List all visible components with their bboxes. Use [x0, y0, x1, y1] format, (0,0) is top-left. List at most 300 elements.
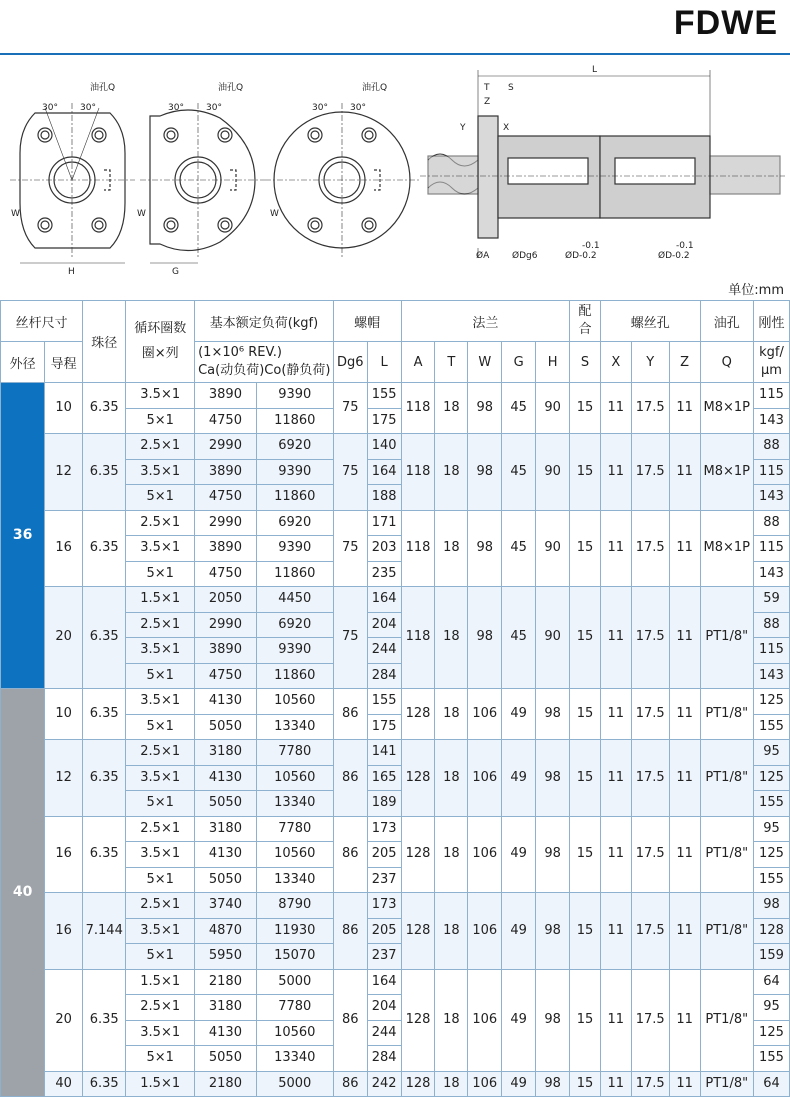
spec-w-cell: 98: [468, 510, 502, 587]
nut-dg6-cell: 86: [333, 969, 367, 1071]
svg-text:H: H: [68, 267, 75, 277]
lead-cell: 16: [45, 510, 83, 587]
nut-length-cell: 155: [367, 383, 401, 409]
spec-s-cell: 15: [570, 893, 601, 970]
nut-length-cell: 141: [367, 740, 401, 766]
static-load-cell: 10560: [256, 765, 333, 791]
lead-cell: 12: [45, 434, 83, 511]
stiffness-cell: 88: [753, 612, 789, 638]
table-row: [1, 510, 790, 536]
spec-y-cell: 17.5: [631, 1071, 669, 1097]
circuits-cell: 5×1: [126, 1046, 195, 1072]
nut-dg6-cell: 75: [333, 510, 367, 587]
spec-x-cell: 11: [600, 893, 631, 970]
circuits-cell: 1.5×1: [126, 1071, 195, 1097]
circuits-cell: 5×1: [126, 408, 195, 434]
dynamic-load-cell: 2990: [195, 434, 257, 460]
svg-text:W: W: [11, 209, 20, 219]
dynamic-load-cell: 4750: [195, 663, 257, 689]
spec-s-cell: 15: [570, 969, 601, 1071]
dynamic-load-cell: 2180: [195, 1071, 257, 1097]
spec-x-cell: 11: [600, 383, 631, 434]
dynamic-load-cell: 2180: [195, 969, 257, 995]
spec-q-cell: M8×1P: [700, 434, 753, 511]
spec-g-cell: 45: [502, 510, 536, 587]
spec-w-cell: 98: [468, 434, 502, 511]
svg-text:L: L: [592, 65, 598, 75]
static-load-cell: 13340: [256, 1046, 333, 1072]
table-row: [1, 689, 790, 715]
bolt-header: 螺丝孔: [600, 301, 700, 342]
static-load-cell: 6920: [256, 612, 333, 638]
svg-text:G: G: [172, 267, 179, 277]
circuits-cell: 3.5×1: [126, 459, 195, 485]
static-load-cell: 8790: [256, 893, 333, 919]
nut-length-cell: 173: [367, 893, 401, 919]
ball-dia-cell: 7.144: [83, 893, 126, 970]
circuits-cell: 5×1: [126, 561, 195, 587]
spec-a-cell: 128: [401, 689, 435, 740]
spec-a-cell: 128: [401, 740, 435, 817]
oil-q-header: Q: [700, 342, 753, 383]
static-load-cell: 13340: [256, 791, 333, 817]
spec-z-cell: 11: [669, 510, 700, 587]
spec-q-cell: M8×1P: [700, 510, 753, 587]
spec-y-cell: 17.5: [631, 969, 669, 1071]
table-row: [1, 740, 790, 766]
spec-y-cell: 17.5: [631, 816, 669, 893]
spec-z-cell: 11: [669, 689, 700, 740]
dynamic-load-cell: 4750: [195, 408, 257, 434]
spec-t-cell: 18: [435, 893, 468, 970]
circuits-cell: 5×1: [126, 663, 195, 689]
oil-hole-label-3: 油孔Q: [362, 83, 388, 93]
ball-dia-cell: 6.35: [83, 1071, 126, 1097]
lead-cell: 10: [45, 689, 83, 740]
nut-length-cell: 164: [367, 587, 401, 613]
nut-dg6-cell: 86: [333, 689, 367, 740]
stiffness-cell: 95: [753, 816, 789, 842]
bolt-x-header: X: [600, 342, 631, 383]
stiffness-cell: 143: [753, 485, 789, 511]
table-row: [1, 893, 790, 919]
stiffness-cell: 88: [753, 510, 789, 536]
dynamic-load-cell: 3890: [195, 459, 257, 485]
page-title: FDWE: [673, 4, 778, 42]
lead-cell: 16: [45, 816, 83, 893]
spec-s-cell: 15: [570, 434, 601, 511]
spec-a-cell: 118: [401, 434, 435, 511]
circuits-cell: 5×1: [126, 485, 195, 511]
spec-z-cell: 11: [669, 740, 700, 817]
spec-x-cell: 11: [600, 816, 631, 893]
static-load-cell: 11860: [256, 485, 333, 511]
spec-s-cell: 15: [570, 510, 601, 587]
spec-w-cell: 106: [468, 893, 502, 970]
spec-s-cell: 15: [570, 383, 601, 434]
static-load-cell: 5000: [256, 1071, 333, 1097]
circuits-cell: 2.5×1: [126, 510, 195, 536]
fit-header: 配 合: [570, 301, 601, 342]
table-body: [1, 383, 790, 1097]
svg-text:ØDg6: ØDg6: [512, 251, 538, 261]
spec-g-cell: 49: [502, 740, 536, 817]
spec-z-cell: 11: [669, 587, 700, 689]
dynamic-load-cell: 2990: [195, 510, 257, 536]
dynamic-load-cell: 4870: [195, 918, 257, 944]
ball-dia-cell: 6.35: [83, 510, 126, 587]
table-row: [1, 383, 790, 409]
spec-q-cell: PT1/8": [700, 740, 753, 817]
dynamic-load-cell: 2990: [195, 612, 257, 638]
lead-cell: 20: [45, 969, 83, 1071]
nut-length-cell: 175: [367, 714, 401, 740]
svg-text:S: S: [508, 83, 514, 93]
outer-dia-cell: 36: [1, 383, 45, 689]
nut-length-cell: 140: [367, 434, 401, 460]
stiffness-cell: 88: [753, 434, 789, 460]
stiffness-cell: 59: [753, 587, 789, 613]
stiffness-cell: 155: [753, 1046, 789, 1072]
flange-view-1: [10, 103, 135, 263]
static-load-cell: 11860: [256, 663, 333, 689]
static-load-cell: 9390: [256, 638, 333, 664]
static-load-cell: 7780: [256, 995, 333, 1021]
table-row: [1, 816, 790, 842]
load-header: 基本额定负荷(kgf): [195, 301, 334, 342]
stiffness-cell: 155: [753, 867, 789, 893]
circuits-cell: 5×1: [126, 791, 195, 817]
nut-length-cell: 205: [367, 842, 401, 868]
dynamic-load-cell: 3180: [195, 995, 257, 1021]
spec-g-cell: 45: [502, 434, 536, 511]
stiffness-cell: 125: [753, 689, 789, 715]
spec-z-cell: 11: [669, 893, 700, 970]
spec-w-cell: 106: [468, 689, 502, 740]
spec-g-cell: 49: [502, 1071, 536, 1097]
spec-y-cell: 17.5: [631, 587, 669, 689]
stiffness-cell: 155: [753, 714, 789, 740]
spec-z-cell: 11: [669, 383, 700, 434]
static-load-cell: 7780: [256, 816, 333, 842]
unit-label: 单位:mm: [728, 283, 784, 298]
static-load-cell: 9390: [256, 536, 333, 562]
spec-y-cell: 17.5: [631, 740, 669, 817]
static-load-cell: 10560: [256, 689, 333, 715]
oil-header: 油孔: [700, 301, 753, 342]
spec-t-cell: 18: [435, 383, 468, 434]
nut-length-cell: 204: [367, 612, 401, 638]
spec-y-cell: 17.5: [631, 434, 669, 511]
spec-x-cell: 11: [600, 587, 631, 689]
dynamic-load-cell: 3180: [195, 816, 257, 842]
static-load-cell: 11860: [256, 408, 333, 434]
nut-length-cell: 284: [367, 663, 401, 689]
spec-y-cell: 17.5: [631, 383, 669, 434]
nut-length-cell: 173: [367, 816, 401, 842]
circuits-cell: 1.5×1: [126, 969, 195, 995]
svg-text:-0.1: -0.1: [582, 241, 600, 251]
static-load-cell: 15070: [256, 944, 333, 970]
fit-s-header: S: [570, 342, 601, 383]
dg6-header: Dg6: [333, 342, 367, 383]
svg-text:W: W: [137, 209, 146, 219]
lead-cell: 16: [45, 893, 83, 970]
spec-s-cell: 15: [570, 587, 601, 689]
table-row: [1, 1071, 790, 1097]
nut-dg6-cell: 86: [333, 816, 367, 893]
spec-q-cell: PT1/8": [700, 587, 753, 689]
spec-q-cell: PT1/8": [700, 969, 753, 1071]
spec-t-cell: 18: [435, 1071, 468, 1097]
static-load-cell: 10560: [256, 1020, 333, 1046]
spec-q-cell: PT1/8": [700, 689, 753, 740]
stiff-unit-header: kgf/ μm: [753, 342, 789, 383]
stiffness-cell: 143: [753, 408, 789, 434]
bolt-z-header: Z: [669, 342, 700, 383]
oil-hole-label-2: 油孔Q: [218, 83, 244, 93]
ball-dia-cell: 6.35: [83, 383, 126, 434]
spec-h-cell: 98: [536, 893, 570, 970]
stiffness-cell: 143: [753, 663, 789, 689]
circuits-cell: 3.5×1: [126, 689, 195, 715]
stiffness-cell: 115: [753, 383, 789, 409]
dynamic-load-cell: 4130: [195, 689, 257, 715]
dynamic-load-cell: 3890: [195, 383, 257, 409]
circuits-cell: 2.5×1: [126, 995, 195, 1021]
svg-text:Y: Y: [460, 123, 466, 133]
static-load-cell: 6920: [256, 510, 333, 536]
table-row: [1, 969, 790, 995]
circuits-cell: 5×1: [126, 714, 195, 740]
ball-dia-cell: 6.35: [83, 689, 126, 740]
ball-dia-header: 珠径: [83, 301, 126, 383]
nut-length-cell: 237: [367, 944, 401, 970]
spec-h-cell: 90: [536, 587, 570, 689]
svg-text:T: T: [484, 83, 490, 93]
dynamic-load-cell: 5050: [195, 714, 257, 740]
dynamic-load-cell: 4130: [195, 765, 257, 791]
spec-z-cell: 11: [669, 969, 700, 1071]
svg-text:30°: 30°: [312, 103, 328, 113]
circuits-cell: 3.5×1: [126, 765, 195, 791]
spec-a-cell: 128: [401, 1071, 435, 1097]
circuits-cell: 5×1: [126, 944, 195, 970]
lead-cell: 10: [45, 383, 83, 434]
spec-h-cell: 98: [536, 816, 570, 893]
spec-w-cell: 106: [468, 969, 502, 1071]
stiffness-cell: 125: [753, 1020, 789, 1046]
spec-y-cell: 17.5: [631, 893, 669, 970]
spec-w-cell: 106: [468, 1071, 502, 1097]
spec-g-cell: 49: [502, 969, 536, 1071]
spec-a-cell: 118: [401, 383, 435, 434]
table-row: [1, 587, 790, 613]
circuits-cell: 3.5×1: [126, 638, 195, 664]
stiffness-cell: 159: [753, 944, 789, 970]
circuits-cell: 2.5×1: [126, 434, 195, 460]
stiffness-cell: 115: [753, 536, 789, 562]
circuits-cell: 3.5×1: [126, 536, 195, 562]
svg-text:-0.1: -0.1: [676, 241, 694, 251]
static-load-cell: 4450: [256, 587, 333, 613]
spec-q-cell: PT1/8": [700, 1071, 753, 1097]
dynamic-load-cell: 4750: [195, 485, 257, 511]
flange-view-3: [265, 103, 420, 258]
spec-t-cell: 18: [435, 689, 468, 740]
ball-dia-cell: 6.35: [83, 816, 126, 893]
spec-x-cell: 11: [600, 969, 631, 1071]
ball-dia-cell: 6.35: [83, 969, 126, 1071]
oil-hole-label-1: 油孔Q: [90, 83, 116, 93]
nut-dg6-cell: 86: [333, 1071, 367, 1097]
dynamic-load-cell: 4130: [195, 1020, 257, 1046]
nut-length-cell: 164: [367, 459, 401, 485]
flange-h-header: H: [536, 342, 570, 383]
spec-q-cell: M8×1P: [700, 383, 753, 434]
svg-text:30°: 30°: [42, 103, 58, 113]
spec-q-cell: PT1/8": [700, 816, 753, 893]
flange-header: 法兰: [401, 301, 569, 342]
static-load-cell: 6920: [256, 434, 333, 460]
spec-t-cell: 18: [435, 816, 468, 893]
dynamic-load-cell: 5050: [195, 867, 257, 893]
spec-t-cell: 18: [435, 434, 468, 511]
spec-z-cell: 11: [669, 1071, 700, 1097]
spec-x-cell: 11: [600, 740, 631, 817]
spec-a-cell: 118: [401, 587, 435, 689]
svg-text:W: W: [270, 209, 279, 219]
nut-length-cell: 237: [367, 867, 401, 893]
circuits-cell: 3.5×1: [126, 842, 195, 868]
spec-t-cell: 18: [435, 587, 468, 689]
nut-length-cell: 203: [367, 536, 401, 562]
dynamic-load-cell: 3890: [195, 638, 257, 664]
dynamic-load-cell: 5050: [195, 1046, 257, 1072]
nut-length-cell: 155: [367, 689, 401, 715]
circuits-cell: 2.5×1: [126, 816, 195, 842]
circuits-cell: 3.5×1: [126, 1020, 195, 1046]
dynamic-load-cell: 3180: [195, 740, 257, 766]
stiffness-cell: 95: [753, 740, 789, 766]
stiffness-cell: 115: [753, 638, 789, 664]
static-load-cell: 10560: [256, 842, 333, 868]
spec-h-cell: 90: [536, 434, 570, 511]
spec-g-cell: 49: [502, 689, 536, 740]
spec-a-cell: 128: [401, 816, 435, 893]
nut-dg6-cell: 75: [333, 383, 367, 434]
spec-s-cell: 15: [570, 816, 601, 893]
stiffness-cell: 125: [753, 765, 789, 791]
circuits-cell: 5×1: [126, 867, 195, 893]
flange-g-header: G: [502, 342, 536, 383]
lead-cell: 20: [45, 587, 83, 689]
spec-g-cell: 49: [502, 893, 536, 970]
technical-drawings: [0, 58, 790, 278]
bolt-y-header: Y: [631, 342, 669, 383]
nut-dg6-cell: 86: [333, 740, 367, 817]
stiffness-cell: 125: [753, 842, 789, 868]
stiffness-cell: 64: [753, 1071, 789, 1097]
static-load-cell: 13340: [256, 714, 333, 740]
spec-x-cell: 11: [600, 434, 631, 511]
ball-dia-cell: 6.35: [83, 587, 126, 689]
spec-w-cell: 106: [468, 816, 502, 893]
stiffness-cell: 95: [753, 995, 789, 1021]
spec-table: [0, 300, 790, 1097]
static-load-cell: 13340: [256, 867, 333, 893]
nut-length-cell: 165: [367, 765, 401, 791]
spec-h-cell: 98: [536, 740, 570, 817]
spec-x-cell: 11: [600, 510, 631, 587]
spec-g-cell: 49: [502, 816, 536, 893]
nut-dg6-cell: 75: [333, 587, 367, 689]
stiffness-cell: 143: [753, 561, 789, 587]
nut-length-cell: 235: [367, 561, 401, 587]
dynamic-load-cell: 5050: [195, 791, 257, 817]
spec-t-cell: 18: [435, 969, 468, 1071]
nut-length-cell: 244: [367, 638, 401, 664]
nut-l-header: L: [367, 342, 401, 383]
lead-header: 导程: [45, 342, 83, 383]
static-load-cell: 11860: [256, 561, 333, 587]
dynamic-load-cell: 3890: [195, 536, 257, 562]
load-sub-header: (1×10⁶ REV.) Ca(动负荷)Co(静负荷): [195, 342, 334, 383]
spec-q-cell: PT1/8": [700, 893, 753, 970]
circuits-header: 循环圈数 圈×列: [126, 301, 195, 383]
circuits-cell: 3.5×1: [126, 918, 195, 944]
nut-dg6-cell: 86: [333, 893, 367, 970]
spec-h-cell: 90: [536, 383, 570, 434]
svg-text:X: X: [503, 123, 510, 133]
circuits-cell: 1.5×1: [126, 587, 195, 613]
svg-text:Z: Z: [484, 97, 491, 107]
svg-text:30°: 30°: [168, 103, 184, 113]
nut-header: 螺帽: [333, 301, 401, 342]
static-load-cell: 9390: [256, 459, 333, 485]
nut-length-cell: 175: [367, 408, 401, 434]
spec-h-cell: 90: [536, 510, 570, 587]
spec-x-cell: 11: [600, 689, 631, 740]
spec-t-cell: 18: [435, 510, 468, 587]
nut-dg6-cell: 75: [333, 434, 367, 511]
nut-length-cell: 205: [367, 918, 401, 944]
spec-s-cell: 15: [570, 689, 601, 740]
stiff-header: 刚性: [753, 301, 789, 342]
nut-length-cell: 284: [367, 1046, 401, 1072]
stiffness-cell: 128: [753, 918, 789, 944]
spec-t-cell: 18: [435, 740, 468, 817]
shaft-size-header: 丝杆尺寸: [1, 301, 83, 342]
nut-length-cell: 242: [367, 1071, 401, 1097]
flange-view-2: [140, 103, 265, 263]
spec-a-cell: 128: [401, 969, 435, 1071]
svg-text:30°: 30°: [350, 103, 366, 113]
nut-length-cell: 171: [367, 510, 401, 536]
spec-x-cell: 11: [600, 1071, 631, 1097]
static-load-cell: 9390: [256, 383, 333, 409]
side-view: [420, 70, 785, 258]
stiffness-cell: 115: [753, 459, 789, 485]
lead-cell: 12: [45, 740, 83, 817]
spec-y-cell: 17.5: [631, 689, 669, 740]
table-row: [1, 434, 790, 460]
spec-z-cell: 11: [669, 816, 700, 893]
ball-dia-cell: 6.35: [83, 740, 126, 817]
spec-s-cell: 15: [570, 1071, 601, 1097]
spec-h-cell: 98: [536, 689, 570, 740]
dynamic-load-cell: 4130: [195, 842, 257, 868]
